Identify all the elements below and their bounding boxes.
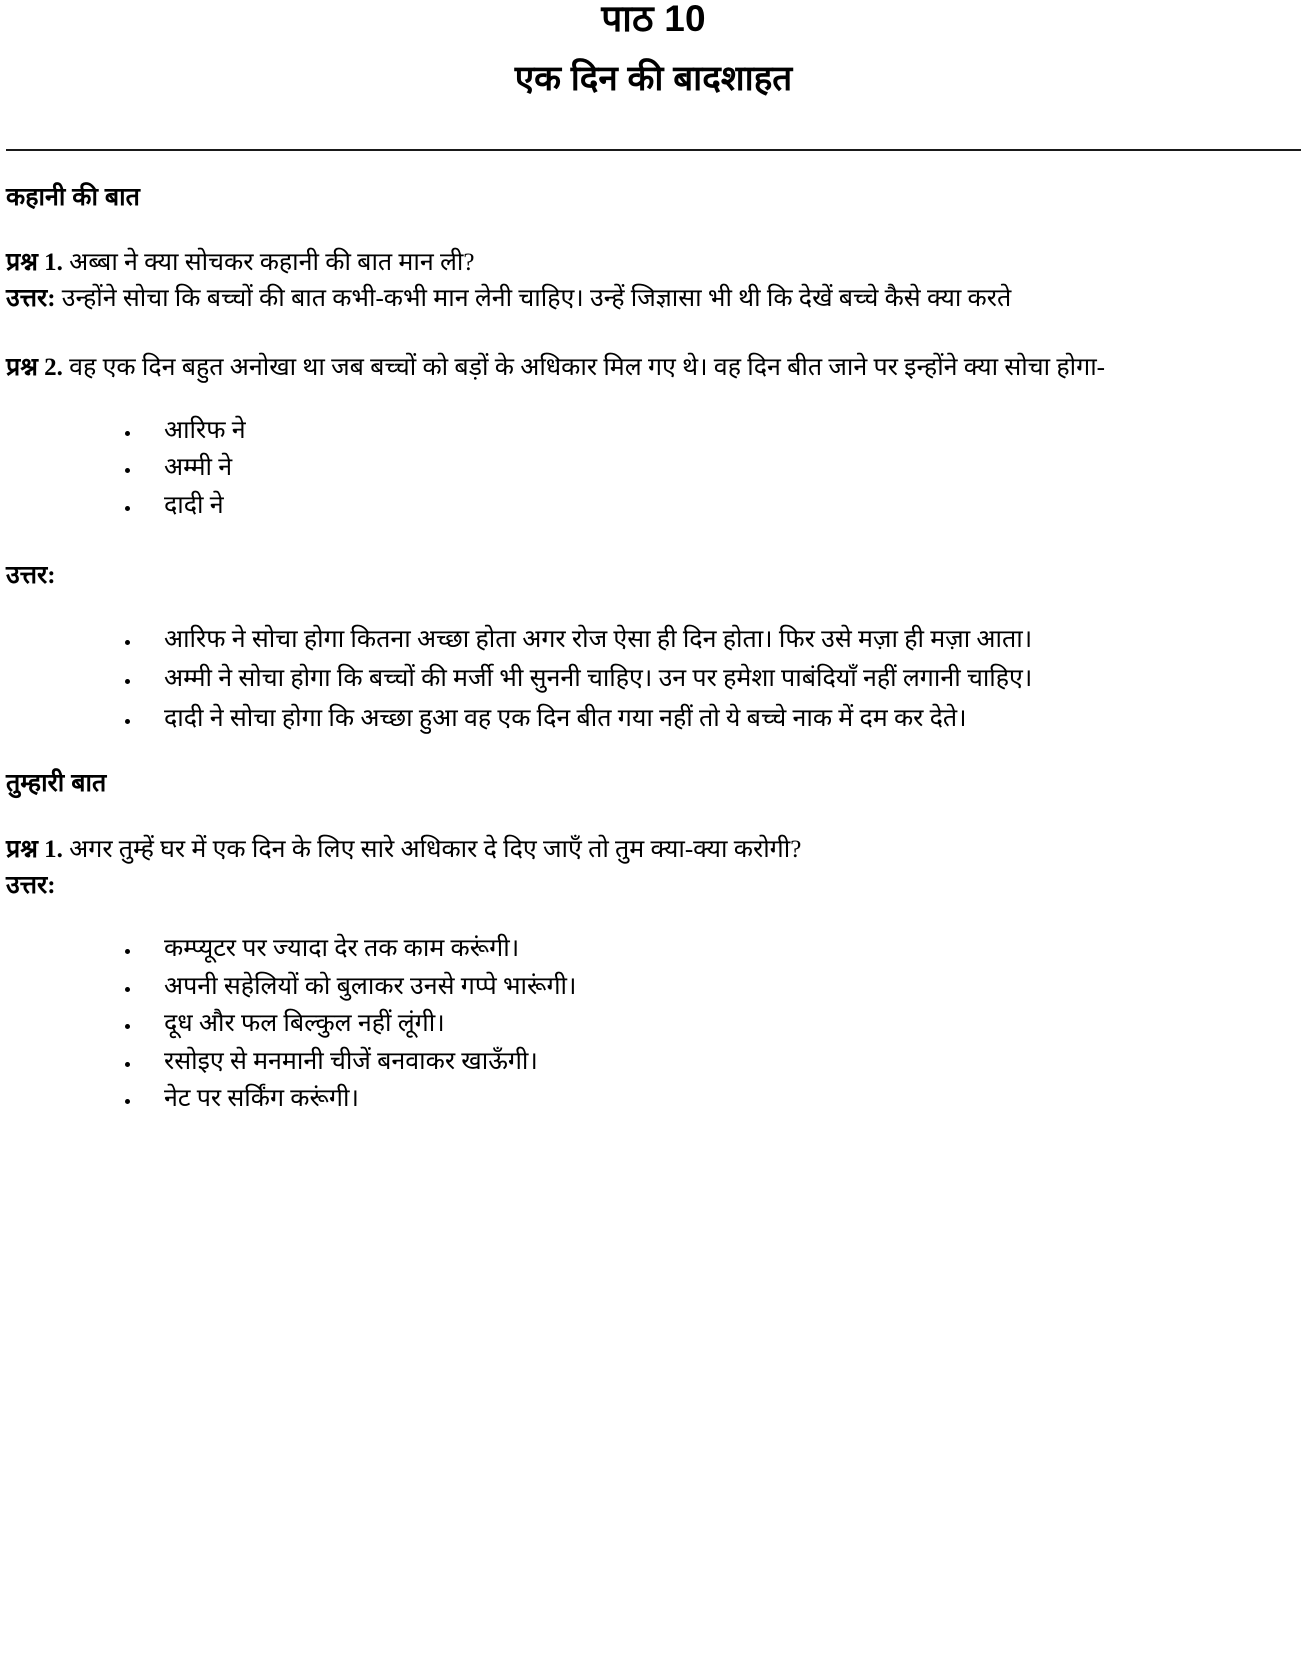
answer-line — [6, 281, 1301, 317]
answer-bullet-list — [6, 621, 1301, 738]
list-item: • दादी ने सोचा होगा कि अच्छा हुआ वह एक दिन बीत गया नहीं तो ये बच्चे नाक में दम कर देते। — [142, 700, 1301, 738]
section-heading: कहानी की बात — [6, 182, 140, 211]
section-kahani-ki-baat — [6, 181, 1301, 738]
question-line — [6, 832, 1301, 868]
question-text: वह एक दिन बहुत अनोखा था जब बच्चों को बड़ों के अधिकार मिल गए थे। वह दिन बीत जाने पर इन्होंने क्या सोचा होगा- — [69, 353, 1106, 381]
answer-label: उत्तर: — [6, 285, 56, 313]
section-heading: तुम्हारी बात — [6, 769, 107, 798]
qa-item — [6, 832, 1301, 1118]
question-text: अगर तुम्हें घर में एक दिन के लिए सारे अधिकार दे दिए जाएँ तो तुम क्या-क्या करोगी? — [69, 835, 802, 863]
list-item: • अम्मी ने — [142, 449, 1301, 487]
question-label: प्रश्न 1. — [6, 835, 63, 863]
list-item: • रसोइए से मनमानी चीजें बनवाकर खाऊँगी। — [142, 1043, 1301, 1081]
answer-bullet-list — [6, 930, 1301, 1118]
question-text: अब्बा ने क्या सोचकर कहानी की बात मान ली? — [69, 249, 475, 277]
section-tumhari-baat — [6, 767, 1301, 1118]
qa-item — [6, 245, 1301, 318]
list-item: • अपनी सहेलियों को बुलाकर उनसे गप्पे भारूंगी। — [142, 968, 1301, 1006]
list-item: • आरिफ ने — [142, 412, 1301, 450]
question-label: प्रश्न 2. — [6, 353, 63, 381]
list-item: • आरिफ ने सोचा होगा कितना अच्छा होता अगर रोज ऐसा ही दिन होता। फिर उसे मज़ा ही मज़ा आता। — [142, 621, 1301, 659]
chapter-label: पाठ 10 — [601, 0, 706, 39]
question-label: प्रश्न 1. — [6, 249, 63, 277]
list-item: • नेट पर सर्किंग करूंगी। — [142, 1080, 1301, 1118]
answer-text: उन्होंने सोचा कि बच्चों की बात कभी-कभी मान लेनी चाहिए। उन्हें जिज्ञासा भी थी कि देखें बच्चे कैसे क्या करते — [61, 285, 1012, 313]
list-item: • दूध और फल बिल्कुल नहीं लूंगी। — [142, 1005, 1301, 1043]
qa-item — [6, 350, 1301, 738]
question-line — [6, 350, 1301, 386]
answer-label: उत्तर: — [6, 562, 56, 590]
question-line — [6, 245, 1301, 281]
list-item: • दादी ने — [142, 487, 1301, 525]
question-bullet-list — [6, 412, 1301, 525]
header-divider — [6, 149, 1301, 151]
list-item: • कम्प्यूटर पर ज्यादा देर तक काम करूंगी। — [142, 930, 1301, 968]
list-item: • अम्मी ने सोचा होगा कि बच्चों की मर्जी भी सुननी चाहिए। उन पर हमेशा पाबंदियाँ नहीं लगानी चाहिए। — [142, 660, 1301, 698]
answer-label: उत्तर: — [6, 871, 56, 899]
page-title: एक दिन की बादशाहत — [514, 58, 793, 98]
